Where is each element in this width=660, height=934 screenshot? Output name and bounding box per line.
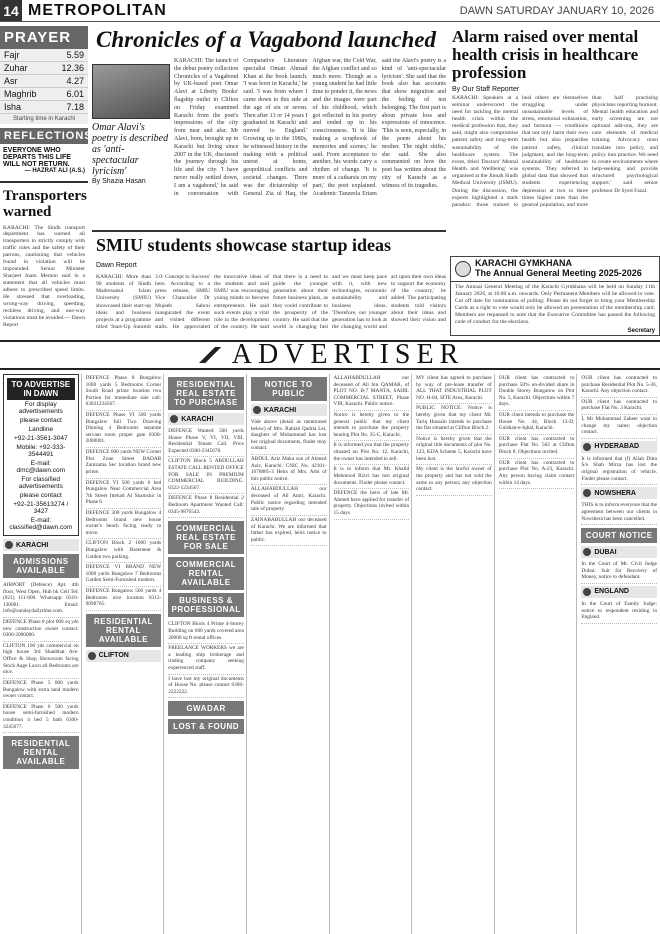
classified-ad: My client is the lawful owner of the property and has not sold the same to any person; any objection contact. xyxy=(416,465,492,495)
classified-ad: DEFENCE Phase 8 Residential 2 Bedroom Apartment Wanted Call: 0345-9876543. xyxy=(168,494,244,518)
category-banner: LOST & FOUND xyxy=(168,719,244,734)
page-number: 14 xyxy=(0,0,22,21)
prayer-name: Maghrib xyxy=(0,88,50,101)
advertise-contact-line: please contact xyxy=(19,417,62,424)
classified-ad: DEFENCE Phase 5 800 yards Bungalow with extra land modern owner contact. xyxy=(3,679,79,703)
advertise-contact-line: For display advertisements xyxy=(18,401,63,415)
notice-title: KARACHI GYMKHANA xyxy=(475,258,572,268)
city-header-england xyxy=(581,586,657,598)
classified-ad: OUR client intends to purchase the House No. 44, Block 13-D, Gulshan-e-Iqbal, Karachi. xyxy=(499,411,575,435)
classified-ad: In the Court of Mr. Civil Judge Dubai: Suit for Recovery of Money, notice to defendant. xyxy=(581,560,657,584)
classified-ad: CLIFTON Block 4 Prime 4-Storey Building on 600 yards covered area 20000 sq ft rental offices. xyxy=(168,620,244,644)
city-label: CLIFTON xyxy=(98,652,129,660)
notice-banner: NOTICE TO PUBLIC xyxy=(251,377,327,401)
classified-ad: AIRPORT (Defence) Apt. 4th floor, West Open, Hub bk Cell Tel: (021) 111-000. Whatsapp: 0316-130001. Email: info@sundaydailytime.com. xyxy=(3,581,79,618)
city-label: DUBAI xyxy=(594,548,617,556)
city-label: KARACHI xyxy=(181,415,214,423)
classified-ad: It is informed you that the property situated on Plot No. 12, Karachi, the owner has intended to sell. xyxy=(334,441,410,465)
alarm-body: KARACHI: Speakers at a seminar underscored the need for tackling the mental health crisis within the medical profession that, they said, might also compromise patient safety and long-term sustainability of the healthcare system. The event, titled 'Doctors' Mental Health and Wellbeing' was organised at the Jinnah Sindh Medical University (JSMU). During the discussion, the experts highlighted a stark paradox: those trained to heal others are themselves struggling under unsustainable levels of stress, emotional exhaustion, and burnout — conditions that not only harm their own health but also jeopardise patient safety, clinical judgment, and the long-term sustainability of healthcare systems. They referred to global data that showed that students experiencing depression at two to three times higher rates than the general population, and more than half practising physicians reporting burnout. Mental health education and early screening are not optional add-ons, they are core elements of medical training. Advocacy must translate into policy, and policy into practice. We need to create environments where help-seeking and provide structured psychological support,' said senior professor Dr Syed Fazal. xyxy=(452,94,659,208)
location-pin-icon xyxy=(253,406,261,414)
reflections-quote xyxy=(0,144,88,177)
classified-ad: ZAINABABULLAH our deceased of Karachi. We are informed that father has expired, heirs notice to public. xyxy=(251,516,327,546)
main-body: KARACHI: The launch of the debut poetry collection Chronicles of a Vagabond by UK-based poet Omar Alavi at Liberty Books' flagship outlet in Clifton on Friday examined Karachi from the poet's impressions of the city from near and afar. Mr Alavi, born, brought up in Karachi but living since 2007 in the UK, discussed the journey through his life and the city. 'I have never really settled down, I am a vagabond,' he said in conversation with Comparative Literature specialist Omair Ahmad Khan at the book launch. 'I was born in Karachi,' he said. 'I was from where I came down to this side at the age of six or seven. Then after 13 or 14 years I graduated in Karachi and moved to England.' Growing up in the 1980s, he witnessed history in the making with a political unrest at home, geopolitical conflicts and societal changes. There was the dictatorship of General Zia ul Haq, the Afghan war, the Cold War, the Afghan conflict and so much more. Though as a young student he had little time to ponder it, the news and the images were part of his childhood, which got reflected in his poetry and ended up in his consciousness. 'It is like making a scrapbook of memories and scenes,' he said. From acceptance to another, his words carry a rhythm of change. 'It is more of a catharsis on my part,' the poet explained. Academic Tanzeela Ertam said the Alavi's poetry is a kind of 'anti-spectacular lyricism'. She said that the book also has accounts that show migration and the feeling of not belonging. The first part is about private loss and expressions of innocence. 'This is seen, especially, in the poem about his mother. The night shifts,' she said. She also commented on how the poet has written about the city of Karachi as a witness of its tragedies. xyxy=(174,58,446,197)
prayer-row xyxy=(0,75,88,88)
classified-ad: THIS is to inform everyone that the agreement between our clients in Nowshera has been cancelled. xyxy=(581,501,657,525)
reflections-title: REFLECTIONS xyxy=(0,128,88,144)
location-pin-icon xyxy=(5,541,13,549)
classified-ad: CLIFTON Block 2 1000 yards Bungalow with Basement & Garden two parking. xyxy=(86,539,162,563)
classified-ad: DEFENCE the heirs of late Mr. Ahmed have applied for transfer of property. Objections invited within 15 days. xyxy=(334,489,410,519)
alarm-headline: Alarm raised over mental health crisis in healthcare profession xyxy=(452,27,639,82)
prayer-row xyxy=(0,101,88,114)
location-pin-icon xyxy=(583,588,591,596)
classified-ad: ALLAHABDULLAH our deceased of Ali Amir, Karachi. Public notice regarding intended sale of property. xyxy=(251,485,327,515)
classified-ad: OUR client has contracted to purchase Plot No. A-23, Karachi. Any person having claim contact within 14 days. xyxy=(499,459,575,489)
classified-ad: DEFENCE VI BRAND NEW 1000 yards Bungalow 7 Bedrooms Garden Semi-Furnished modern. xyxy=(86,563,162,587)
classified-ad: OUR client has contracted to purchase Flat No. 3 Karachi. xyxy=(581,398,657,415)
city-header-karachi xyxy=(251,404,327,416)
classified-ad: OUR client has contracted to purchase Residential Plot No. 5-36, Karachi. Any objection contact. xyxy=(581,374,657,398)
section-title: METROPOLITAN xyxy=(28,1,167,19)
smiu-body: KARACHI: More than 90 students of Sindh Madressatul Islam University (SMIU) showcased their start-up ideas and business projects at a programme titled 'Start-Up Summit 3.0: Concept to Success' here. According to a press release, SMIU Vice Chancellor Dr Mujeeb Sahrai inaugurated the event and visited different stalls. He appreciated the innovative ideas of the students and said SMIU was encouraging young minds to become entrepreneurs. He said such events play a vital role in the development of the country. He said that there is a need to guide the younger generation about their future business plans, as they could contribute to the prosperity of the country. He said that the world is changing fast and we must keep pace with it, with new technologies, economic sustainability and business ideas. 'Therefore, our younger generation has to look at the changing world and act upon their own ideas to support the economy of the country,' he added. The participating students told visitors about their ideas and showed their vision and xyxy=(96,274,446,331)
location-pin-icon xyxy=(88,652,96,660)
advertise-box xyxy=(3,374,79,536)
advertiser-banner xyxy=(0,340,660,370)
notice-header xyxy=(451,257,659,282)
classifieds-section xyxy=(0,374,660,934)
location-pin-icon xyxy=(583,443,591,451)
classified-ad: DEFENCE Phase 8 Bungalow 1000 yards 5 Bedrooms Corner South Road prime location two Portion for immediate sale call: 03021234567. xyxy=(86,374,162,411)
prayer-title: PRAYER xyxy=(0,26,88,49)
classified-ad: ALLAHABDULLAH our deceased of Ali bin QAMAR, of PLOT NO. B-7 MANTA, SAHIL COMMERCIAL STREET, Phase VIII, Karachi. Public notice. xyxy=(334,374,410,411)
classified-ad: CLIFTON 100 yds commercial on high house 3rd Shanbhat Ave: Office & Shop Showroom facing Stock Aage Lawn all Bedrooms are nice. xyxy=(3,642,79,679)
advertise-box-title: TO ADVERTISE IN DAWN xyxy=(7,378,75,400)
city-header-karachi xyxy=(3,539,79,551)
quote-text: EVERYONE WHO DEPARTS THIS LIFE WILL NOT RETURN. xyxy=(3,147,71,168)
advertise-contact-line: please contact xyxy=(19,492,62,499)
advertise-contact-line: Mobile: +92-333-3544491 xyxy=(16,444,66,458)
prayer-name: Asr xyxy=(0,75,50,88)
author-photo xyxy=(92,64,170,119)
city-label: HYDERABAD xyxy=(594,443,640,451)
city-label: ENGLAND xyxy=(594,588,629,596)
classified-column-4 xyxy=(249,374,330,934)
club-emblem-icon xyxy=(455,261,471,277)
classified-ad: DEFENCE Phase 6 500 yards house semi-furnished modern condition 4 bed 5 bath 0300-3245677. xyxy=(3,703,79,733)
classified-ad: OUR client has contracted to purchase Flat No. 502 at Clifton Block 8. Objections invited. xyxy=(499,435,575,459)
classified-ad: In the Court of Family Judge: notice to respondent residing in England. xyxy=(581,600,657,624)
classified-ad: DEFENCE VI 500 yards 6 bed Bungalow Near Commercial Area 7th Street Ittehad Al Shamshir in Phase 6. xyxy=(86,479,162,509)
category-banner: COMMERCIAL RENTAL AVAILABLE xyxy=(168,557,244,590)
notice-body: The Annual General Meeting of the Karachi Gymkhana will be held on Sunday 11th January 2026, at 10.00 a.m. onwards. Only Permanent Members will be allowed to vote. Cut off date for nomination of polling: Please do not forget to bring your Membership Cards as a right to vote would only be allowed on presentation of the membership card. Members are requested to note that the Executive Committee has passed the following code of conduct for the elections. xyxy=(455,283,655,325)
classified-ad: ABDUL Aziz Maka son of Ahmed Aziz, Karachi. CNIC No. 42101-1678885-3 Heirs of Mrs. Arbi of this public notice. xyxy=(251,455,327,485)
classified-ad: Vide above (detail as mentioned below) of Mrs. Rabiah Qadria Lei, daughter of Mohammad has lost her original documents, finder may contact. xyxy=(251,418,327,455)
classified-ad: Notice is hereby given to the general public that my client intends to purchase the property bearing Plot No. 35-C, Karachi. xyxy=(334,411,410,441)
quote-source: — HAZRAT ALI (A.S.) xyxy=(24,168,85,174)
advertise-contact-line: +92-21-3561-3047 xyxy=(13,435,68,442)
classified-ad: DEFENCE Bungalow 500 yards 4 Bedrooms nice location 0312-9098765. xyxy=(86,587,162,611)
gymkhana-notice xyxy=(450,256,660,336)
classified-ad: Notice is hereby given that the original title documents of plot No. 123, KDA Scheme 5, Karachi have been lost. xyxy=(416,435,492,465)
classified-ad: FREELANCE WORKERS we are a leading ship brokerage and trading company seeking experienced staff. xyxy=(168,644,244,674)
advertise-contact-line: E-mail: classified@dawn.com xyxy=(9,517,73,531)
classified-column-2 xyxy=(84,374,165,934)
pen-icon xyxy=(196,343,226,367)
classified-ad: I have lost my original documents of House No. please contact 0300-2222222. xyxy=(168,675,244,699)
city-header-dubai xyxy=(581,546,657,558)
main-byline: By Shazia Hasan xyxy=(92,178,146,185)
transporters-body: KARACHI: The Sindh transport department has warned all transporters to strictly comply with traffic rules and the safety of their patrons, cautioning that vehicles found in violation will be impounded. Senior Minister Sharjeel Inam Memon said in a statement that all vehicles must adhere to prescribed speed limits. He stressed that overloading, wrong-way driving, speeding, reckless driving, and one-way violations must be avoided.— Dawn Report xyxy=(3,224,85,329)
classified-column-7 xyxy=(497,374,578,934)
classified-ad: DEFENCE Phase 8 plot 600 sq yds new construction owner contact: 0300-2000000. xyxy=(3,618,79,642)
classified-ad: DEFENCE 300 yards Bungalow 4 Bedrooms brand new house owner's beach facing ready to move. xyxy=(86,509,162,539)
classified-ad: It is to inform that Mr. Khalid Mehmood Rizvi has lost original documents. Finder please contact. xyxy=(334,465,410,489)
page-header xyxy=(0,0,660,22)
advertiser-title: ADVERTISER xyxy=(231,339,465,370)
city-header-nowshera xyxy=(581,487,657,499)
classified-ad: I, Mr Muhammad Zaheer want to change my name; objection contact. xyxy=(581,415,657,439)
main-kicker: Omar Alavi's poetry is described as 'anti-spectacular lyricism' xyxy=(92,122,169,177)
smiu-byline: Dawn Report xyxy=(96,262,137,269)
advertise-contact-line: E-mail: dmc@dawn.com xyxy=(16,460,66,474)
prayer-row xyxy=(0,49,88,62)
advertise-contact-line: For classified advertisements xyxy=(18,476,63,490)
prayer-times-table xyxy=(0,49,88,114)
location-pin-icon xyxy=(583,548,591,556)
main-story xyxy=(92,26,446,228)
prayer-time: 12.36 xyxy=(50,62,88,75)
classified-column-6 xyxy=(414,374,495,934)
advertise-contact-line: Landline xyxy=(28,426,54,433)
city-header-clifton xyxy=(86,650,162,662)
prayer-time: 4.27 xyxy=(50,75,88,88)
prayer-time: 7.18 xyxy=(50,101,88,114)
category-banner: COMMERCIAL REAL ESTATE FOR SALE xyxy=(168,521,244,554)
prayer-name: Fajr xyxy=(0,49,50,62)
city-header-hyderabad xyxy=(581,441,657,453)
classified-ad: DEFENCE Wanted 500 yards House Phase V, VI, VII, VIII. Residential Tenant Call. Price Expected 0300-2345678. xyxy=(168,427,244,457)
advertise-contact-line: +92-21-35613274 / 3427 xyxy=(13,501,69,515)
category-banner: RESIDENTIAL RENTAL AVAILABLE xyxy=(3,736,79,769)
prayer-row xyxy=(0,62,88,75)
city-label: KARACHI xyxy=(16,541,49,549)
notice-subtitle: The Annual General Meeting 2025-2026 xyxy=(475,267,642,278)
classified-ad: DEFENCE Phase VI 500 yards Bungalow full Two Drawing Dinning 4 Bedrooms separate servant room proper gate 0300-2000001. xyxy=(86,411,162,448)
location-pin-icon xyxy=(170,415,178,423)
prayer-time: 6.01 xyxy=(50,88,88,101)
city-label: NOWSHERA xyxy=(594,489,636,497)
classified-column-1 xyxy=(1,374,82,934)
smiu-headline: SMIU students showcase startup ideas xyxy=(96,235,392,255)
classified-ad: It is informed that (f) Allah Ditta S/o Shah Mirza has lost the original registration of vehicle. Finder please contact. xyxy=(581,455,657,485)
smiu-story xyxy=(92,230,446,338)
location-pin-icon xyxy=(583,489,591,497)
left-column xyxy=(0,26,93,336)
prayer-time: 5.59 xyxy=(50,49,88,62)
prayer-note: Starting time in Karachi xyxy=(0,114,88,124)
prayer-name: Isha xyxy=(0,101,50,114)
category-banner: RESIDENTIAL RENTAL AVAILABLE xyxy=(86,614,162,647)
category-banner: BUSINESS & PROFESSIONAL xyxy=(168,593,244,617)
classified-column-3 xyxy=(166,374,247,934)
notice-signature: Secretary xyxy=(627,327,655,334)
classified-ad: OUR client has contracted to purchase 50% un-divided share in Double Storey Bungalow on Plot No. 5, Karachi. Objections within 7 days. xyxy=(499,374,575,411)
classified-column-8 xyxy=(579,374,659,934)
category-banner: ADMISSIONS AVAILABLE xyxy=(3,554,79,578)
court-notice-banner: COURT NOTICE xyxy=(581,528,657,543)
city-header-karachi xyxy=(168,413,244,425)
prayer-name: Zuhar xyxy=(0,62,50,75)
classified-ad: PUBLIC NOTICE: Notice is hereby given that my client Mr. Tariq Hussain intends to purchase the flat situated at Clifton Block 2. xyxy=(416,404,492,434)
classified-ad: MY client has agreed to purchase by way of pre-lease transfer of ALL THAT INDUSTRIAL PLOT NO. H-04, SITE Area, Karachi. xyxy=(416,374,492,404)
transporters-headline: Transporters warned xyxy=(0,181,88,223)
city-label: KARACHI xyxy=(263,406,297,414)
classified-ad: DEFENCE 600 yards NEW Corner Plot Zone Street BADAR Zamzama Sec location brand new prime. xyxy=(86,448,162,478)
main-headline: Chronicles of a Vagabond launched xyxy=(96,27,436,52)
prayer-row xyxy=(0,88,88,101)
classified-ad: CLIFTON Block 5 ABDULLAH ESTATE CALL RENTED OFFICE FOR SALE IN PREMIUM COMMERCIAL BUILDING. 0322-1234567. xyxy=(168,457,244,494)
category-banner: RESIDENTIAL REAL ESTATE TO PURCHASE xyxy=(168,377,244,410)
alarm-byline: By Our Staff Reporter xyxy=(452,85,520,93)
right-column xyxy=(450,26,660,254)
dateline: DAWN SATURDAY JANUARY 10, 2026 xyxy=(459,4,654,17)
classified-column-5 xyxy=(332,374,413,934)
category-banner: GWADAR xyxy=(168,701,244,716)
